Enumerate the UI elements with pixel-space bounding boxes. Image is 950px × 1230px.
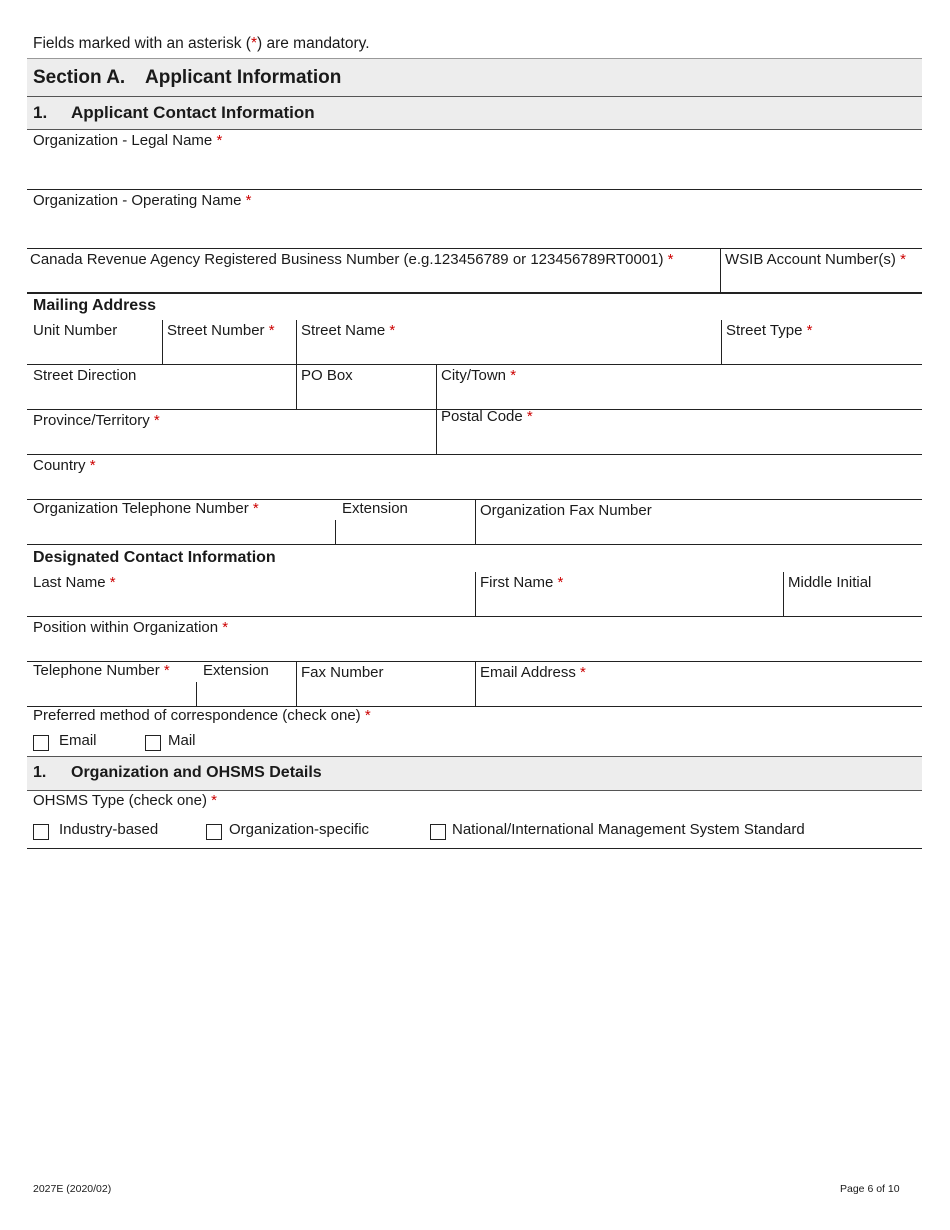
business-number-label: Canada Revenue Agency Registered Business Number (e.g.123456789 or 123456789RT0001) * — [30, 251, 674, 268]
email-field[interactable] — [476, 662, 922, 706]
org-fax-label: Organization Fax Number — [480, 502, 652, 519]
postal-code-field[interactable] — [437, 408, 922, 454]
position-label: Position within Organization * — [33, 619, 229, 636]
po-box-field[interactable] — [297, 365, 436, 409]
national-standard-checkbox[interactable] — [430, 824, 446, 840]
province-field[interactable] — [27, 410, 436, 454]
org-extension-field[interactable] — [336, 500, 475, 544]
email-option-label: Email — [59, 732, 97, 749]
section-a-label: Section A. — [33, 67, 126, 88]
subsection-ohsms-number: 1. — [33, 764, 47, 781]
subsection-1-header — [27, 97, 922, 130]
street-name-field[interactable] — [297, 320, 721, 364]
wsib-account-field[interactable] — [721, 249, 922, 292]
extension-label: Extension — [203, 662, 269, 679]
unit-number-field[interactable] — [27, 320, 162, 364]
operating-name-field[interactable] — [27, 190, 922, 248]
email-label: Email Address * — [480, 664, 586, 681]
ohsms-type-label: OHSMS Type (check one) * — [33, 792, 217, 809]
mandatory-note — [33, 35, 370, 53]
subsection-1-number: 1. — [33, 103, 48, 122]
province-label: Province/Territory * — [33, 412, 160, 429]
org-telephone-label: Organization Telephone Number * — [33, 500, 259, 517]
asterisk-symbol: * — [250, 35, 257, 52]
designated-contact-heading: Designated Contact Information — [33, 549, 276, 566]
street-number-label: Street Number * — [167, 322, 275, 339]
unit-number-label: Unit Number — [33, 322, 118, 339]
national-standard-label: National/International Management System Standard — [452, 821, 805, 838]
middle-initial-field[interactable] — [784, 572, 922, 616]
divider — [27, 848, 922, 849]
fax-field[interactable] — [297, 662, 475, 706]
street-direction-field[interactable] — [27, 365, 296, 409]
fax-label: Fax Number — [301, 664, 384, 681]
city-label: City/Town * — [441, 367, 517, 384]
legal-name-label: Organization - Legal Name * — [33, 132, 223, 149]
extension-field[interactable] — [197, 662, 296, 706]
last-name-label: Last Name * — [33, 574, 116, 591]
postal-code-label: Postal Code * — [441, 408, 533, 425]
street-direction-label: Street Direction — [33, 367, 137, 384]
po-box-label: PO Box — [301, 367, 353, 384]
mandatory-note-text-end: ) are mandatory. — [256, 35, 370, 52]
middle-initial-label: Middle Initial — [788, 574, 872, 591]
industry-based-label: Industry-based — [59, 821, 159, 838]
organization-specific-checkbox[interactable] — [206, 824, 222, 840]
org-fax-field[interactable] — [476, 500, 922, 544]
mailing-address-heading: Mailing Address — [33, 297, 156, 314]
street-number-field[interactable] — [163, 320, 296, 364]
street-name-label: Street Name * — [301, 322, 396, 339]
mail-option-label: Mail — [168, 732, 196, 749]
form-code: 2027E (2020/02) — [33, 1183, 112, 1195]
subsection-ohsms-header — [27, 756, 922, 791]
subsection-1-title: Applicant Contact Information — [71, 103, 315, 122]
mandatory-note-text: Fields marked with an asterisk ( — [33, 35, 251, 52]
email-checkbox[interactable] — [33, 735, 49, 751]
organization-specific-label: Organization-specific — [229, 821, 370, 838]
divider — [27, 292, 922, 294]
section-a-title: Applicant Information — [145, 67, 342, 88]
first-name-label: First Name * — [480, 574, 564, 591]
section-a-header — [27, 58, 922, 97]
subsection-ohsms-title: Organization and OHSMS Details — [71, 764, 322, 781]
wsib-account-label: WSIB Account Number(s) * — [725, 251, 906, 268]
page-number: Page 6 of 10 — [840, 1183, 900, 1195]
business-number-field[interactable] — [27, 249, 720, 292]
telephone-field[interactable] — [27, 662, 196, 706]
first-name-field[interactable] — [476, 572, 783, 616]
last-name-field[interactable] — [27, 572, 475, 616]
industry-based-checkbox[interactable] — [33, 824, 49, 840]
telephone-label: Telephone Number * — [33, 662, 170, 679]
street-type-field[interactable] — [722, 320, 922, 364]
position-field[interactable] — [27, 617, 922, 661]
city-field[interactable] — [437, 365, 922, 409]
org-extension-label: Extension — [342, 500, 408, 517]
country-label: Country * — [33, 457, 96, 474]
divider — [27, 544, 922, 545]
preferred-method-label: Preferred method of correspondence (check one) * — [33, 707, 371, 724]
org-telephone-field[interactable] — [27, 500, 335, 544]
operating-name-label: Organization - Operating Name * — [33, 192, 252, 209]
country-field[interactable] — [27, 455, 922, 499]
mail-checkbox[interactable] — [145, 735, 161, 751]
legal-name-field[interactable] — [27, 130, 922, 189]
street-type-label: Street Type * — [726, 322, 813, 339]
